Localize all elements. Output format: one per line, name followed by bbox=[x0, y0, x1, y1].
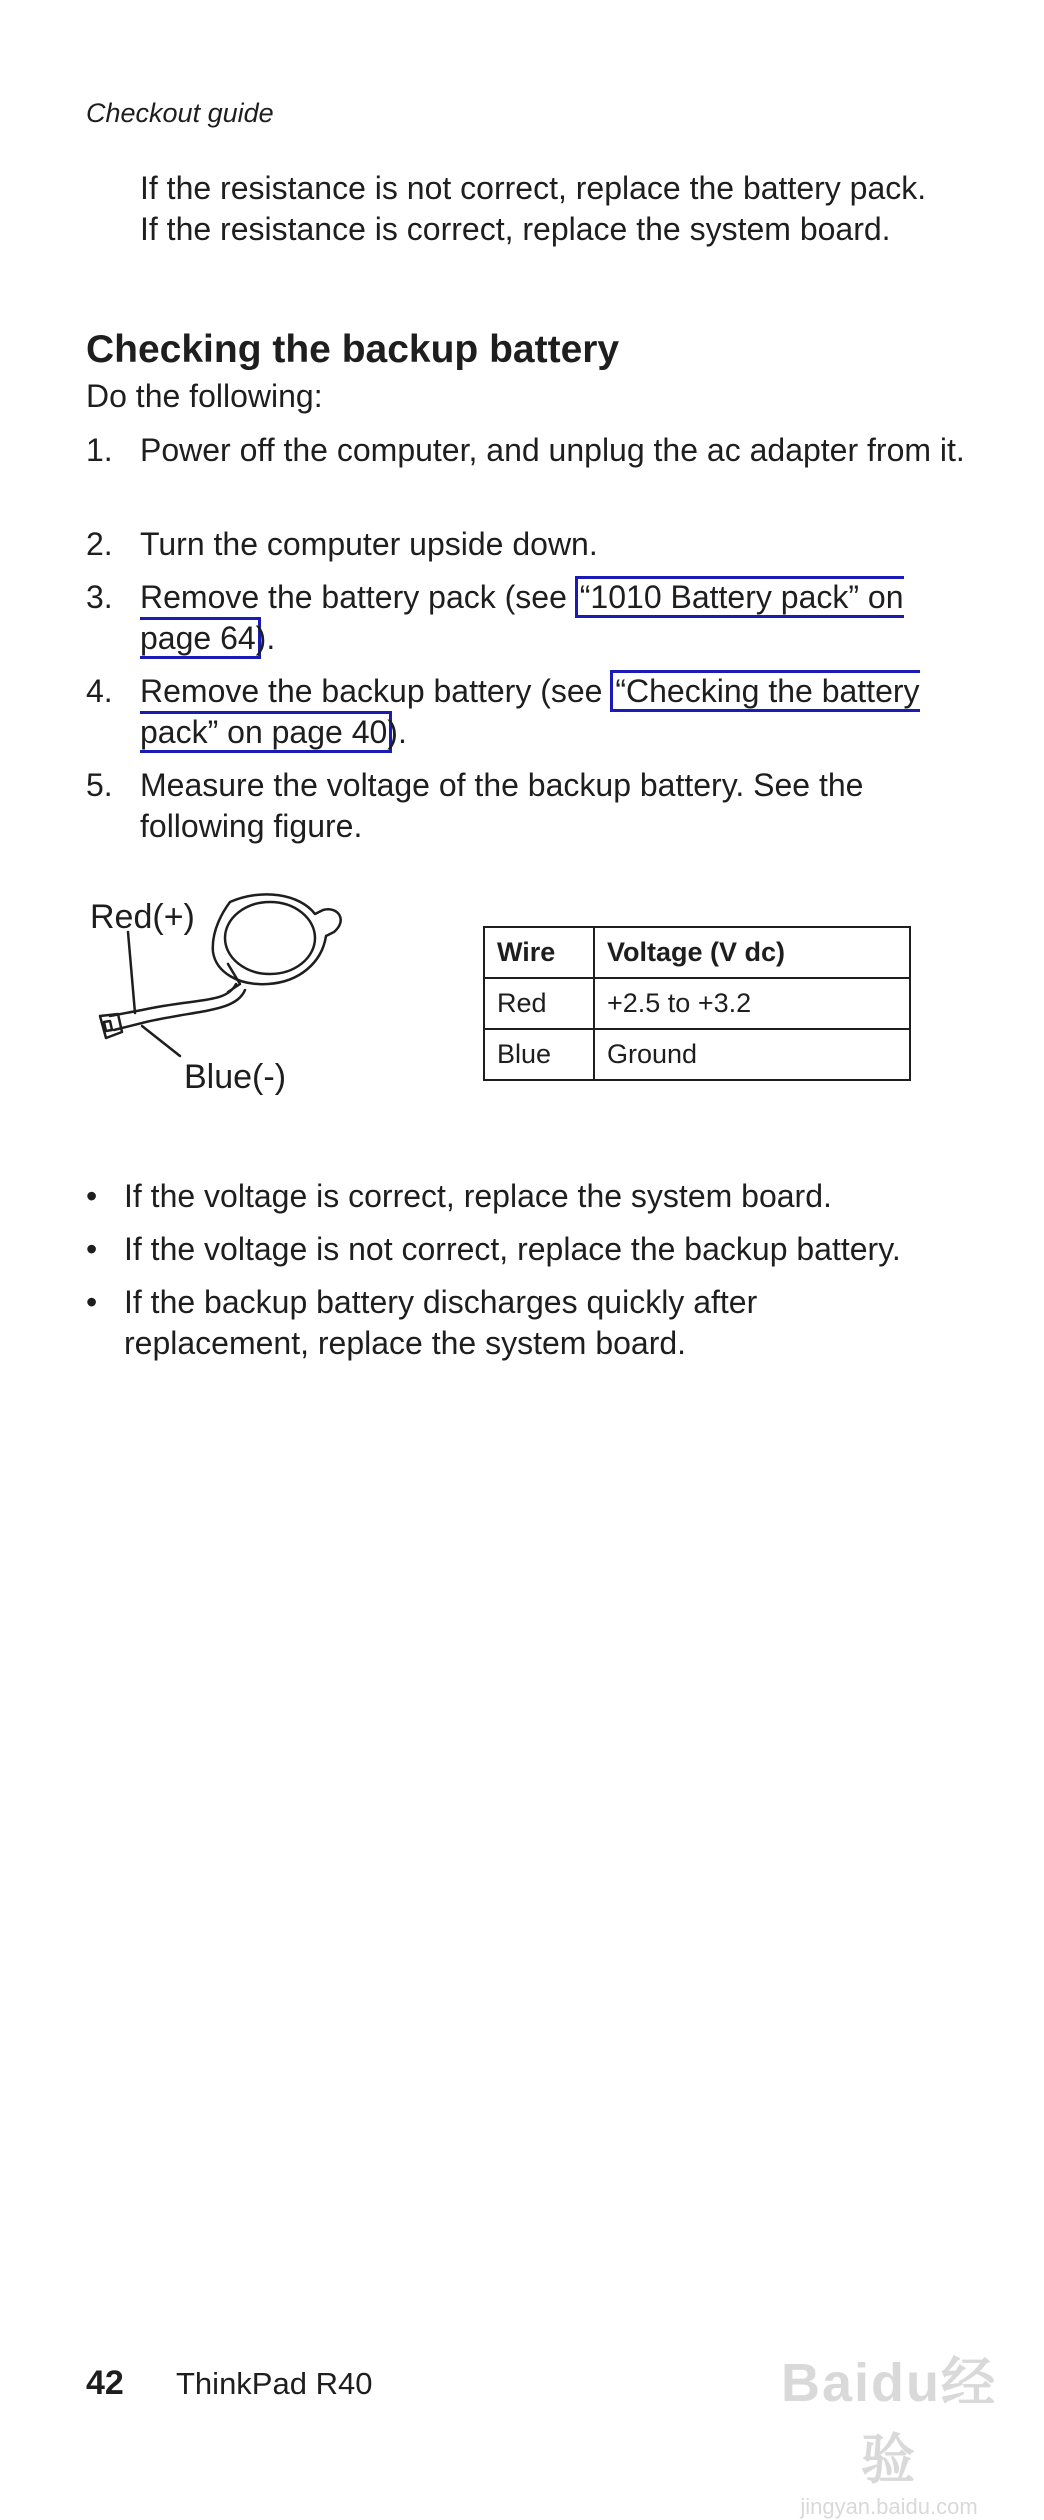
bullet-text: If the voltage is correct, replace the system board. bbox=[124, 1178, 832, 1214]
bullet-dot: • bbox=[86, 1178, 98, 1214]
step-text: Measure the voltage of the backup battery. See the following figure. bbox=[140, 767, 864, 844]
table-header-cell: Wire bbox=[484, 927, 594, 978]
bullet-item bbox=[86, 1282, 866, 1364]
watermark-brand: Baidu经验 bbox=[780, 2353, 997, 2490]
wire-red bbox=[110, 984, 236, 1016]
running-header: Checkout guide bbox=[86, 98, 274, 128]
table-header-row bbox=[484, 927, 910, 978]
cross-reference-link[interactable]: “Checking the battery pack” on page 40 bbox=[140, 670, 920, 753]
leader-red bbox=[128, 932, 135, 1013]
watermark bbox=[764, 2340, 1014, 2520]
section-intro: Do the following: bbox=[86, 378, 323, 414]
step-item bbox=[86, 671, 981, 753]
intro-paragraph: If the resistance is not correct, replace the battery pack. If the resistance is correct, replace the system board. bbox=[140, 170, 927, 247]
step-number: 2. bbox=[86, 526, 113, 562]
battery-cell bbox=[225, 902, 315, 974]
leader-blue bbox=[142, 1026, 180, 1056]
page-number: 42 bbox=[86, 2364, 124, 2402]
step-text: Remove the backup battery (see “Checking the battery pack” on page 40). bbox=[140, 671, 981, 753]
table-cell: +2.5 to +3.2 bbox=[594, 978, 910, 1029]
watermark-url: jingyan.baidu.com bbox=[800, 2494, 978, 2519]
bullet-text: If the backup battery discharges quickly after replacement, replace the system board. bbox=[124, 1284, 758, 1361]
table-row bbox=[484, 1029, 910, 1080]
bullet-item bbox=[86, 1176, 1006, 1217]
table-header-cell: Voltage (V dc) bbox=[594, 927, 910, 978]
step-text: Remove the battery pack (see “1010 Battery pack” on page 64). bbox=[140, 577, 946, 659]
voltage-table bbox=[483, 926, 911, 1081]
table-cell: Blue bbox=[484, 1029, 594, 1080]
blue-wire-label: Blue(-) bbox=[184, 1058, 287, 1096]
step-number: 4. bbox=[86, 673, 113, 709]
table-cell: Ground bbox=[594, 1029, 910, 1080]
step-number: 5. bbox=[86, 767, 113, 803]
step-item bbox=[86, 524, 986, 565]
step-text: Turn the computer upside down. bbox=[140, 526, 598, 562]
cross-reference-link[interactable]: “1010 Battery pack” on page 64 bbox=[140, 576, 904, 659]
step-text: Power off the computer, and unplug the ac adapter from it. bbox=[140, 432, 965, 468]
footer-title: ThinkPad R40 bbox=[176, 2366, 373, 2401]
step-number: 1. bbox=[86, 432, 113, 468]
backup-battery-figure bbox=[80, 880, 370, 1080]
step-number: 3. bbox=[86, 579, 113, 615]
bullet-text: If the voltage is not correct, replace the backup battery. bbox=[124, 1231, 901, 1267]
step-item bbox=[86, 430, 986, 471]
bullet-dot: • bbox=[86, 1284, 98, 1320]
red-wire-label: Red(+) bbox=[90, 898, 195, 936]
step-item bbox=[86, 577, 946, 659]
table-row bbox=[484, 978, 910, 1029]
bullet-item bbox=[86, 1229, 1006, 1270]
bullet-dot: • bbox=[86, 1231, 98, 1267]
section-heading: Checking the backup battery bbox=[86, 328, 620, 371]
step-item bbox=[86, 765, 946, 847]
table-cell: Red bbox=[484, 978, 594, 1029]
